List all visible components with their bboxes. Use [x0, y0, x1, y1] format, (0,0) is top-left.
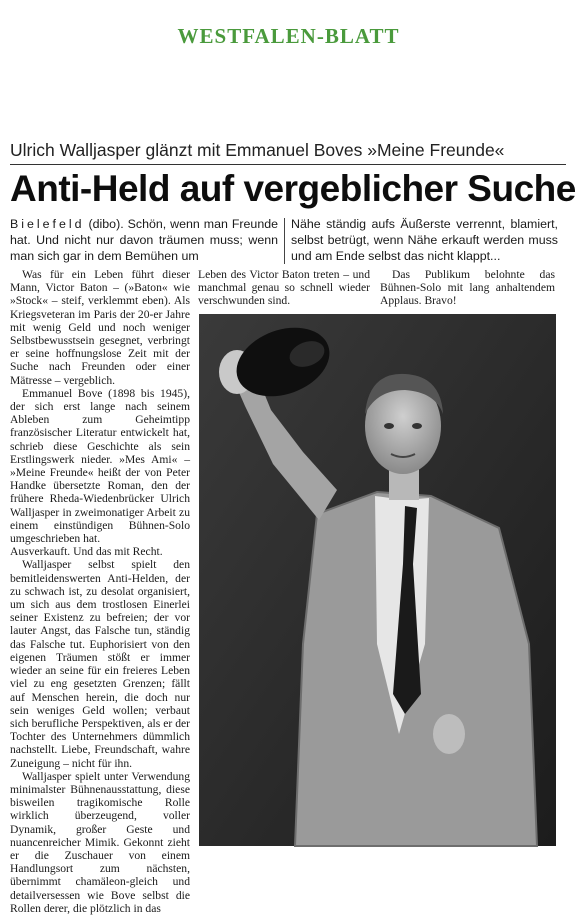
- masthead: WESTFALEN-BLATT: [177, 24, 400, 48]
- paragraph: Walljasper selbst spielt den bemitleidenswerten Anti-Helden, der zu schwach ist, zu desolat organisiert, um sich aus dem trostlosen Einerlei seiner Existenz zu befreien; der vor lauter Angst, das Falsche tun, ständig das Falsche tut. Euphorisiert von den eigenen Träumen stößt er immer wieder an seine für ein freieres Leben viel zu eng gesetzten Grenzen; fällt auf Menschen herein, die doch nur sein weniges Geld wollen; verbaut sich berufliche Perspektiven, als er der Tochter des Unternehmers dümmlich nachstellt. Liebe, Freundschaft, wahre Zuneigung – nicht für ihn.: [10, 558, 190, 770]
- paragraph: Was für ein Leben führt dieser Mann, Victor Baton – (»Baton« wie »Stock« – steif, verklemmt eben). Als Kriegsveteran im Paris der 20-er Jahre mit wenig Geld und noch weniger Selbstbewusstsein gesegnet, verbringt er seine hoffnungslose Zeit mit der Suche nach Freunden oder einer Mätresse – vergeblich.: [10, 268, 190, 387]
- dateline: Bielefeld: [10, 217, 85, 231]
- paragraph: Leben des Victor Baton treten – und manchmal genau so schnell wieder verschwunden sind.: [198, 268, 370, 308]
- paragraph: Ausverkauft. Und das mit Recht.: [10, 545, 163, 559]
- photo-illustration: [199, 314, 556, 846]
- kicker-subheadline: Ulrich Walljasper glänzt mit Emmanuel Boves »Meine Freunde«: [10, 140, 505, 160]
- headline-rule: [10, 164, 566, 165]
- paragraph: Walljasper spielt unter Verwendung minimalster Bühnenausstattung, diese bisweilen tragikomische Rolle wirklich überzeugend, voller Dynamik, großer Geste und nuancenreicher Mimik. Gekonnt zieht er die Zuschauer von einem Handlungsort zum nächsten, übernimmt chamäleon-gleich und detailversessen wie Bove selbst die Rollen derer, die plötzlich in das: [10, 769, 190, 915]
- lead-divider: [284, 218, 285, 264]
- lead-left-text: (dibo). Schön, wenn man Freunde hat. Und nicht nur davon träumen muss; wenn man sich gar in dem Bemühen um: [10, 217, 278, 263]
- lead-left: [10, 216, 278, 264]
- paragraph: Emmanuel Bove (1898 bis 1945), der sich erst lange nach seinem Ableben zum Geheimtipp französischer Literatur entwickelt hat, schrieb diese Geschichte als sein Erstlingswerk nieder. »Mes Ami« – »Meine Freunde« heißt der von Peter Handke übersetzte Roman, den der frühere Rheda-Wiedenbrücker Ulrich Walljasper in zweimonatiger Arbeit zu einem einstündigen Bühnen-Solo umgeschrieben hat.: [10, 386, 190, 546]
- paragraph: Das Publikum belohnte das Bühnen-Solo mit lang anhaltendem Applaus. Bravo!: [380, 268, 555, 308]
- article-column-3: [380, 268, 555, 308]
- lead-right-text: Nähe ständig aufs Äußerste verrennt, blamiert, selbst betrügt, wenn Nähe erkauft werden muss und am Ende selbst das nicht klappt...: [291, 217, 558, 263]
- article-column-2: [198, 268, 370, 308]
- actor-portrait-photo: [199, 314, 556, 846]
- article-column-1: [10, 268, 190, 915]
- headline: Anti-Held auf vergeblicher Suche: [10, 168, 576, 209]
